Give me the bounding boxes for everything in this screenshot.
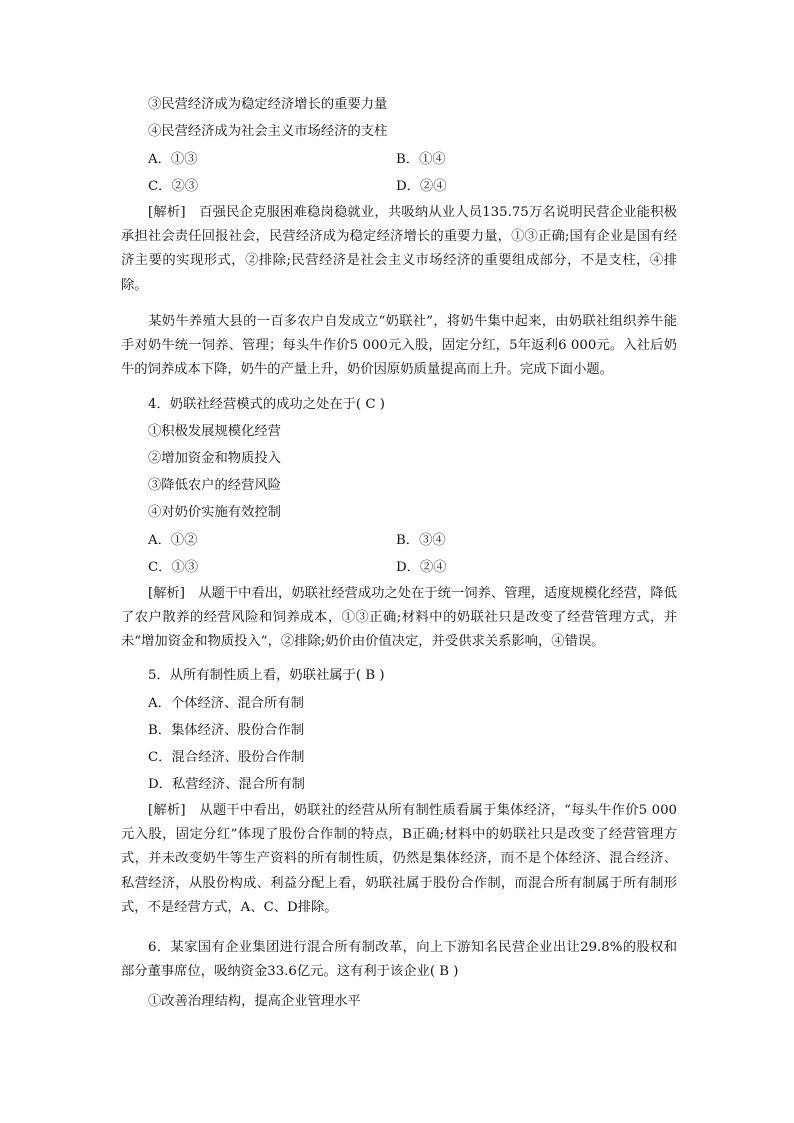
- q4-option-b: B．③④: [396, 533, 446, 548]
- q4-item-4: ④对奶价实施有效控制: [148, 505, 281, 520]
- q3-analysis: [解析] 百强民企克服困难稳岗稳就业，共吸纳从业人员135.75万名说明民营企业能积极承担社会责任回报社会，民营经济成为稳定经济增长的重要力量，①③正确;国有企业是国有经济主要的实现形式，②排除;民营经济是社会主义市场经济的重要组成部分，不是支柱，④排除。: [121, 205, 677, 293]
- q4-item-1: ①积极发展规模化经营: [148, 424, 281, 439]
- q4-option-d: D．②④: [396, 560, 447, 575]
- material-paragraph: 某奶牛养殖大县的一百多农户自发成立“奶联社”，将奶牛集中起来，由奶联社组织养牛能手对奶牛统一饲养、管理；每头牛作价5 000元入股，固定分红，5年返利6 000元。入社后奶牛的饲养成本下降，奶牛的产量上升，奶价因原奶质量提高而上升。完成下面小题。: [121, 314, 677, 378]
- q6-stem: 6．某家国有企业集团进行混合所有制改革，向上下游知名民营企业出让29.8%的股权和部分董事席位，吸纳资金33.6亿元。这有利于该企业( B ): [121, 940, 677, 980]
- q4-stem: 4．奶联社经营模式的成功之处在于( C ): [148, 397, 385, 412]
- q3-item-3: ③民营经济成为稳定经济增长的重要力量: [148, 97, 388, 112]
- q5-option-b: B．集体经济、股份合作制: [148, 723, 305, 738]
- q4-option-a: A．①②: [148, 533, 198, 548]
- q3-item-4: ④民营经济成为社会主义市场经济的支柱: [148, 124, 388, 139]
- q4-option-c: C．①③: [148, 560, 199, 575]
- q5-option-d: D．私营经济、混合所有制: [148, 777, 305, 792]
- q5-option-a: A．个体经济、混合所有制: [148, 696, 304, 711]
- q3-option-b: B．①④: [396, 152, 446, 167]
- q3-option-c: C．②③: [148, 179, 199, 194]
- q5-stem: 5．从所有制性质上看，奶联社属于( B ): [148, 668, 385, 683]
- q5-analysis: [解析] 从题干中看出，奶联社的经营从所有制性质看属于集体经济，“每头牛作价5 000元入股，固定分红”体现了股份合作制的特点，B正确;材料中的奶联社只是改变了经营管理方式，并未改变奶牛等生产资料的所有制性质，仍然是集体经济，而不是个体经济、混合经济、私营经济，从股份构成、利益分配上看，奶联社属于股份合作制，而混合所有制属于所有制形式，不是经营方式，A、C、D排除。: [121, 803, 677, 915]
- q3-option-d: D．②④: [396, 179, 447, 194]
- q4-item-2: ②增加资金和物质投入: [148, 451, 281, 466]
- q5-option-c: C．混合经济、股份合作制: [148, 750, 305, 765]
- q6-item-1: ①改善治理结构，提高企业管理水平: [148, 994, 361, 1009]
- q3-option-a: A．①③: [148, 152, 198, 167]
- q4-item-3: ③降低农户的经营风险: [148, 478, 281, 493]
- q4-analysis: [解析] 从题干中看出，奶联社经营成功之处在于统一饲养、管理，适度规模化经营，降低了农户散养的经营风险和饲养成本，①③正确;材料中的奶联社只是改变了经营管理方式，并未“增加资金和物质投入”，②排除;奶价由价值决定，并受供求关系影响，④错误。: [121, 586, 677, 650]
